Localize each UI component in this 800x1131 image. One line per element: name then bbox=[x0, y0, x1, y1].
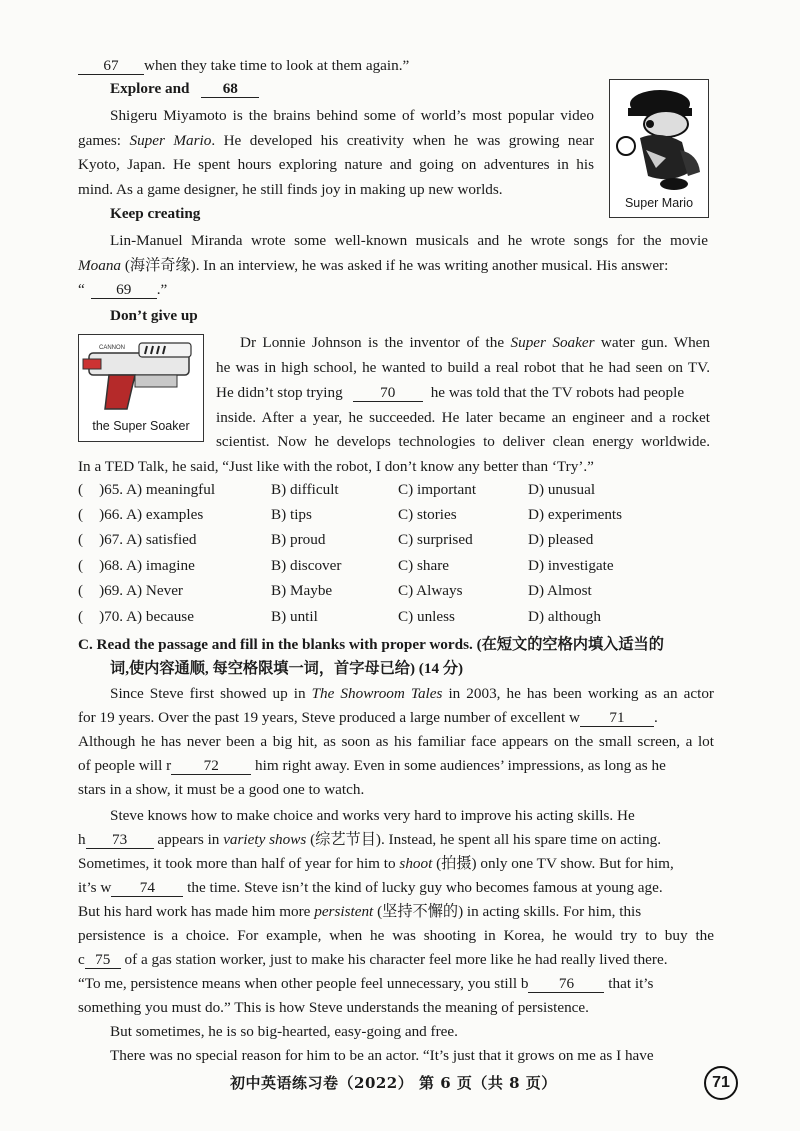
blank-69: 69 bbox=[91, 281, 157, 299]
answer-choice-d[interactable]: D) experiments bbox=[528, 506, 623, 523]
super-soaker-caption: the Super Soaker bbox=[92, 419, 190, 433]
steve-p2-line-8: “To me, persistence means when other people feel unnecessary, you still b 76 that it’s bbox=[78, 975, 654, 992]
steve-p2-line-1: Steve knows how to make choice and works very hard to improve his acting skills. He bbox=[110, 807, 635, 824]
section-c-instruction-1: C. Read the passage and fill in the blanks with proper words. (在短文的空格内填入适当的 bbox=[78, 636, 664, 653]
steve-p1-line-5: stars in a show, it must be a good one to watch. bbox=[78, 781, 365, 798]
option-row-65: ( )65. A) meaningful bbox=[78, 481, 216, 498]
johnson-line-1: Dr Lonnie Johnson is the inventor of the Super Soaker water gun. When bbox=[240, 334, 711, 351]
blank-70: 70 bbox=[353, 384, 423, 402]
super-mario-figure bbox=[609, 79, 709, 218]
answer-choice-b[interactable]: B) Maybe bbox=[271, 582, 333, 599]
answer-choice-d[interactable]: D) investigate bbox=[528, 557, 614, 574]
blank-73: 73 bbox=[86, 831, 154, 849]
answer-choice-d[interactable]: D) although bbox=[528, 608, 601, 625]
answer-choice-c[interactable]: C) surprised bbox=[398, 531, 473, 548]
steve-p4-line-1: There was no special reason for him to be an actor. “It’s just that it grows on me as I have bbox=[110, 1047, 654, 1064]
answer-choice-a[interactable]: )70. A) because bbox=[99, 608, 194, 625]
johnson-line-6: In a TED Talk, he said, “Just like with the robot, I don’t know any better than ‘Try’.” bbox=[78, 458, 594, 475]
johnson-line-3: He didn’t stop trying 70 he was told that the TV robots had people bbox=[216, 384, 685, 401]
answer-choice-c[interactable]: C) important bbox=[398, 481, 477, 498]
section-c-instruction-2: 词,使内容通顺, 每空格限填一词，首字母已给) (14 分) bbox=[110, 660, 464, 677]
miyamoto-line-3: Kyoto, Japan. He spent hours exploring nature and going on adventures in his bbox=[78, 156, 594, 173]
blank-72: 72 bbox=[171, 757, 251, 775]
blank-71: 71 bbox=[580, 709, 654, 727]
answer-choice-d[interactable]: D) Almost bbox=[528, 582, 592, 599]
miyamoto-line-2: games: Super Mario. He developed his creativity when he was growing near bbox=[78, 132, 594, 149]
answer-choice-a[interactable]: )69. A) Never bbox=[99, 582, 183, 599]
steve-p2-line-4: it’s w 74 the time. Steve isn’t the kind of lucky guy who becomes famous at young age. bbox=[78, 879, 663, 896]
answer-choice-a[interactable]: )67. A) satisfied bbox=[99, 531, 197, 548]
miranda-line-2: Moana (海洋奇缘). In an interview, he was asked if he was writing another musical. His answer: bbox=[78, 257, 669, 274]
steve-p2-line-9: something you must do.” This is how Steve understands the meaning of persistence. bbox=[78, 999, 589, 1016]
blank-68: 68 bbox=[201, 80, 259, 98]
heading-keep-creating: Keep creating bbox=[110, 205, 201, 222]
option-row-68: ( )68. A) imagine bbox=[78, 557, 195, 574]
blank-74: 74 bbox=[111, 879, 183, 897]
miranda-line-3: “ 69 .” bbox=[78, 281, 168, 298]
continued-line: 67 when they take time to look at them again.” bbox=[78, 56, 409, 76]
page-footer: 初中英语练习卷（2022） 第 6 页（共 8 页） bbox=[230, 1074, 557, 1092]
answer-choice-c[interactable]: C) Always bbox=[398, 582, 463, 599]
miranda-line-1: Lin-Manuel Miranda wrote some well-known musicals and he wrote songs for the movie bbox=[110, 232, 708, 249]
steve-p2-line-7: c 75 of a gas station worker, just to make his character feel more like he had really lived there. bbox=[78, 951, 668, 968]
answer-choice-d[interactable]: D) pleased bbox=[528, 531, 594, 548]
option-row-69: ( )69. A) Never bbox=[78, 582, 183, 599]
steve-p1-line-4: of people will r 72 him right away. Even in some audiences’ impressions, as long as he bbox=[78, 757, 666, 774]
blank-75: 75 bbox=[85, 951, 121, 969]
page-number-badge: 71 bbox=[704, 1066, 738, 1100]
answer-choice-d[interactable]: D) unusual bbox=[528, 481, 596, 498]
miyamoto-line-4: mind. As a game designer, he still finds joy in making up new worlds. bbox=[78, 181, 503, 198]
steve-p1-line-3: Although he has never been a big hit, as soon as his familiar face appears on the small screen, a lot bbox=[78, 733, 714, 750]
answer-choice-b[interactable]: B) tips bbox=[271, 506, 312, 523]
gun-label-text: CANNON bbox=[99, 345, 126, 351]
answer-choice-a[interactable]: )68. A) imagine bbox=[99, 557, 195, 574]
johnson-line-2: he was in high school, he wanted to build a real robot that he had seen on TV. bbox=[216, 359, 710, 376]
answer-choice-c[interactable]: C) unless bbox=[398, 608, 455, 625]
steve-p2-line-2: h 73 appears in variety shows (综艺节目). Instead, he spent all his spare time on acting. bbox=[78, 831, 662, 848]
answer-choice-b[interactable]: B) difficult bbox=[271, 481, 339, 498]
blank-67: 67 bbox=[78, 57, 144, 75]
super-soaker-figure bbox=[78, 334, 204, 442]
answer-choice-a[interactable]: )65. A) meaningful bbox=[99, 481, 216, 498]
option-row-66: ( )66. A) examples bbox=[78, 506, 204, 523]
answer-choice-b[interactable]: B) until bbox=[271, 608, 318, 625]
option-row-70: ( )70. A) because bbox=[78, 608, 194, 625]
heading-explore: Explore and 68 bbox=[110, 79, 259, 99]
steve-p2-line-6: persistence is a choice. For example, when he was shooting in Korea, he would try to buy the bbox=[78, 927, 714, 944]
steve-p1-line-1: Since Steve first showed up in The Showroom Tales in 2003, he has been working as an actor bbox=[110, 685, 714, 702]
answer-choice-b[interactable]: B) proud bbox=[271, 531, 326, 548]
heading-dont-give-up: Don’t give up bbox=[110, 307, 198, 324]
super-mario-caption: Super Mario bbox=[624, 196, 694, 210]
blank-76: 76 bbox=[528, 975, 604, 993]
answer-choice-a[interactable]: )66. A) examples bbox=[99, 506, 204, 523]
super-mario-image bbox=[610, 80, 708, 192]
steve-p2-line-3: Sometimes, it took more than half of year for him to shoot (拍摄) only one TV show. But for him, bbox=[78, 855, 674, 872]
super-soaker-image bbox=[79, 335, 203, 415]
steve-p2-line-5: But his hard work has made him more persistent (坚持不懈的) in acting skills. For him, this bbox=[78, 903, 642, 920]
johnson-line-5: scientist. Now he develops technologies to deliver clean energy worldwide. bbox=[216, 433, 710, 450]
steve-p1-line-2: for 19 years. Over the past 19 years, Steve produced a large number of excellent w 71 . bbox=[78, 709, 658, 726]
johnson-line-4: inside. After a year, he succeeded. He later became an engineer and a rocket bbox=[216, 409, 710, 426]
option-row-67: ( )67. A) satisfied bbox=[78, 531, 197, 548]
steve-p3-line-1: But sometimes, he is so big-hearted, easy-going and free. bbox=[110, 1023, 458, 1040]
answer-choice-c[interactable]: C) stories bbox=[398, 506, 457, 523]
answer-choice-b[interactable]: B) discover bbox=[271, 557, 342, 574]
answer-choice-c[interactable]: C) share bbox=[398, 557, 450, 574]
miyamoto-line-1: Shigeru Miyamoto is the brains behind some of world’s most popular video bbox=[110, 107, 594, 124]
